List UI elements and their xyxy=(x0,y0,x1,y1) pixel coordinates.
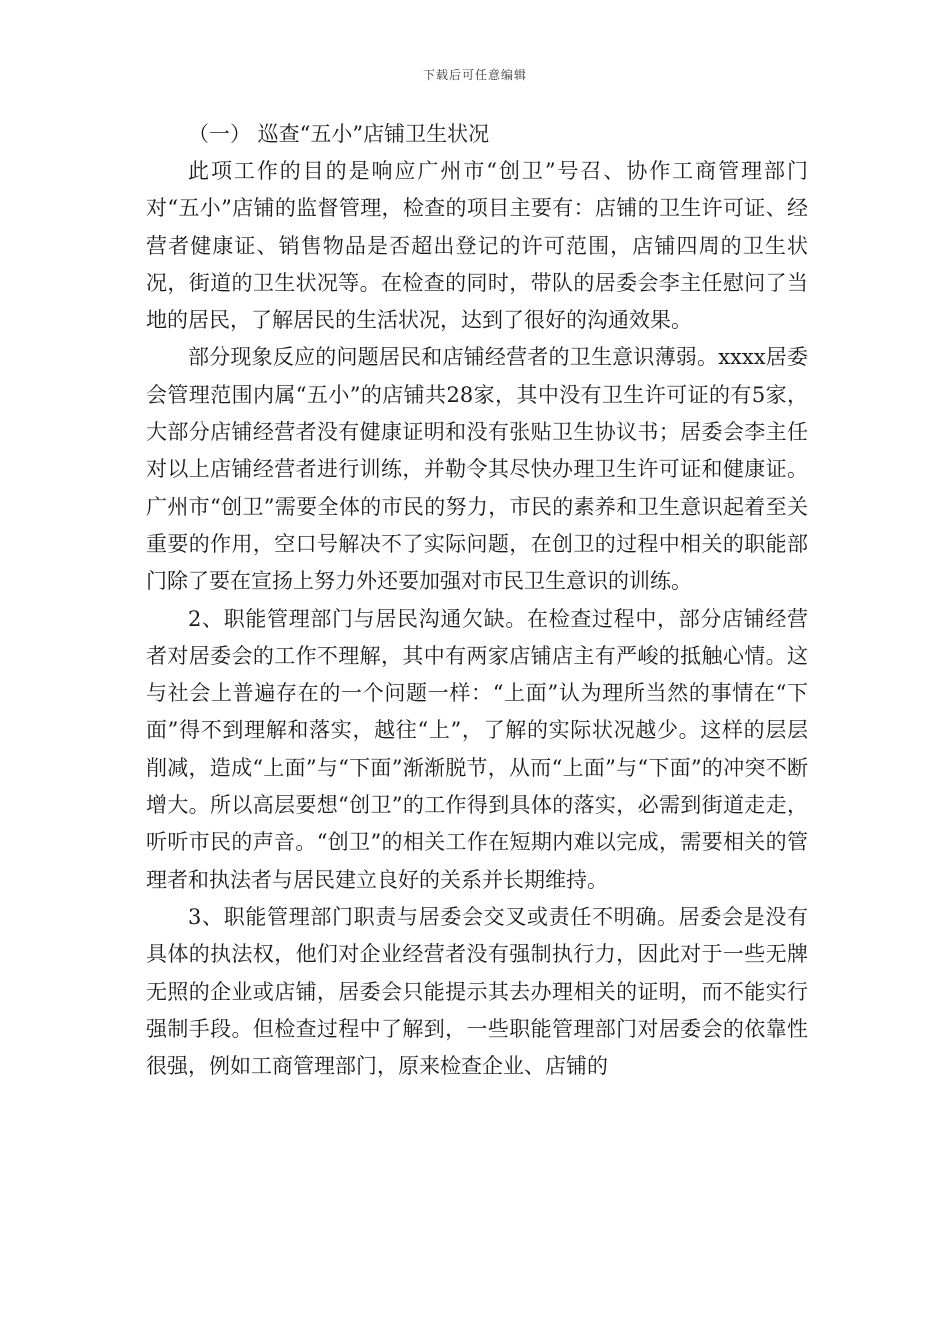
paragraph-1: 此项工作的目的是响应广州市“创卫”号召、协作工商管理部门对“五小”店铺的监督管理，检查的项目主要有：店铺的卫生许可证、经营者健康证、销售物品是否超出登记的许可范围，店铺四周的卫生状况，街道的卫生状况等。在检查的同时，带队的居委会李主任慰问了当地的居民，了解居民的生活状况，达到了很好的沟通效果。 xyxy=(146,159,808,333)
header-note: 下载后可任意编辑 xyxy=(422,68,527,82)
paragraph-3: 2、职能管理部门与居民沟通欠缺。在检查过程中，部分店铺经营者对居委会的工作不理解，其中有两家店铺店主有严峻的抵触心情。这与社会上普遍存在的一个问题一样：“上面”认为理所当然的事情在“下面”得不到理解和落实，越往“上”，了解的实际状况越少。这样的层层削减，造成“上面”与“下面”渐渐脱节，从而“上面”与“下面”的冲突不断增大。所以高层要想“创卫”的工作得到具体的落实，必需到街道走走，听听市民的声音。“创卫”的相关工作在短期内难以完成，需要相关的管理者和执法者与居民建立良好的关系并长期维持。 xyxy=(146,606,808,892)
section-heading: （一） 巡查“五小”店铺卫生状况 xyxy=(188,122,490,146)
document-body xyxy=(146,116,808,1085)
paragraph-2: 部分现象反应的问题居民和店铺经营者的卫生意识薄弱。xxxx居委会管理范围内属“五小”的店铺共28家，其中没有卫生许可证的有5家，大部分店铺经营者没有健康证明和没有张贴卫生协议书；居委会李主任对以上店铺经营者进行训练，并勒令其尽快办理卫生许可证和健康证。广州市“创卫”需要全体的市民的努力，市民的素养和卫生意识起着至关重要的作用，空口号解决不了实际问题，在创卫的过程中相关的职能部门除了要在宣扬上努力外还要加强对市民卫生意识的训练。 xyxy=(146,345,808,594)
paragraph-4: 3、职能管理部门职责与居委会交叉或责任不明确。居委会是没有具体的执法权，他们对企业经营者没有强制执行力，因此对于一些无牌无照的企业或店铺，居委会只能提示其去办理相关的证明，而不能实行强制手段。但检查过程中了解到，一些职能管理部门对居委会的依靠性很强，例如工商管理部门，原来检查企业、店铺的 xyxy=(146,904,808,1079)
